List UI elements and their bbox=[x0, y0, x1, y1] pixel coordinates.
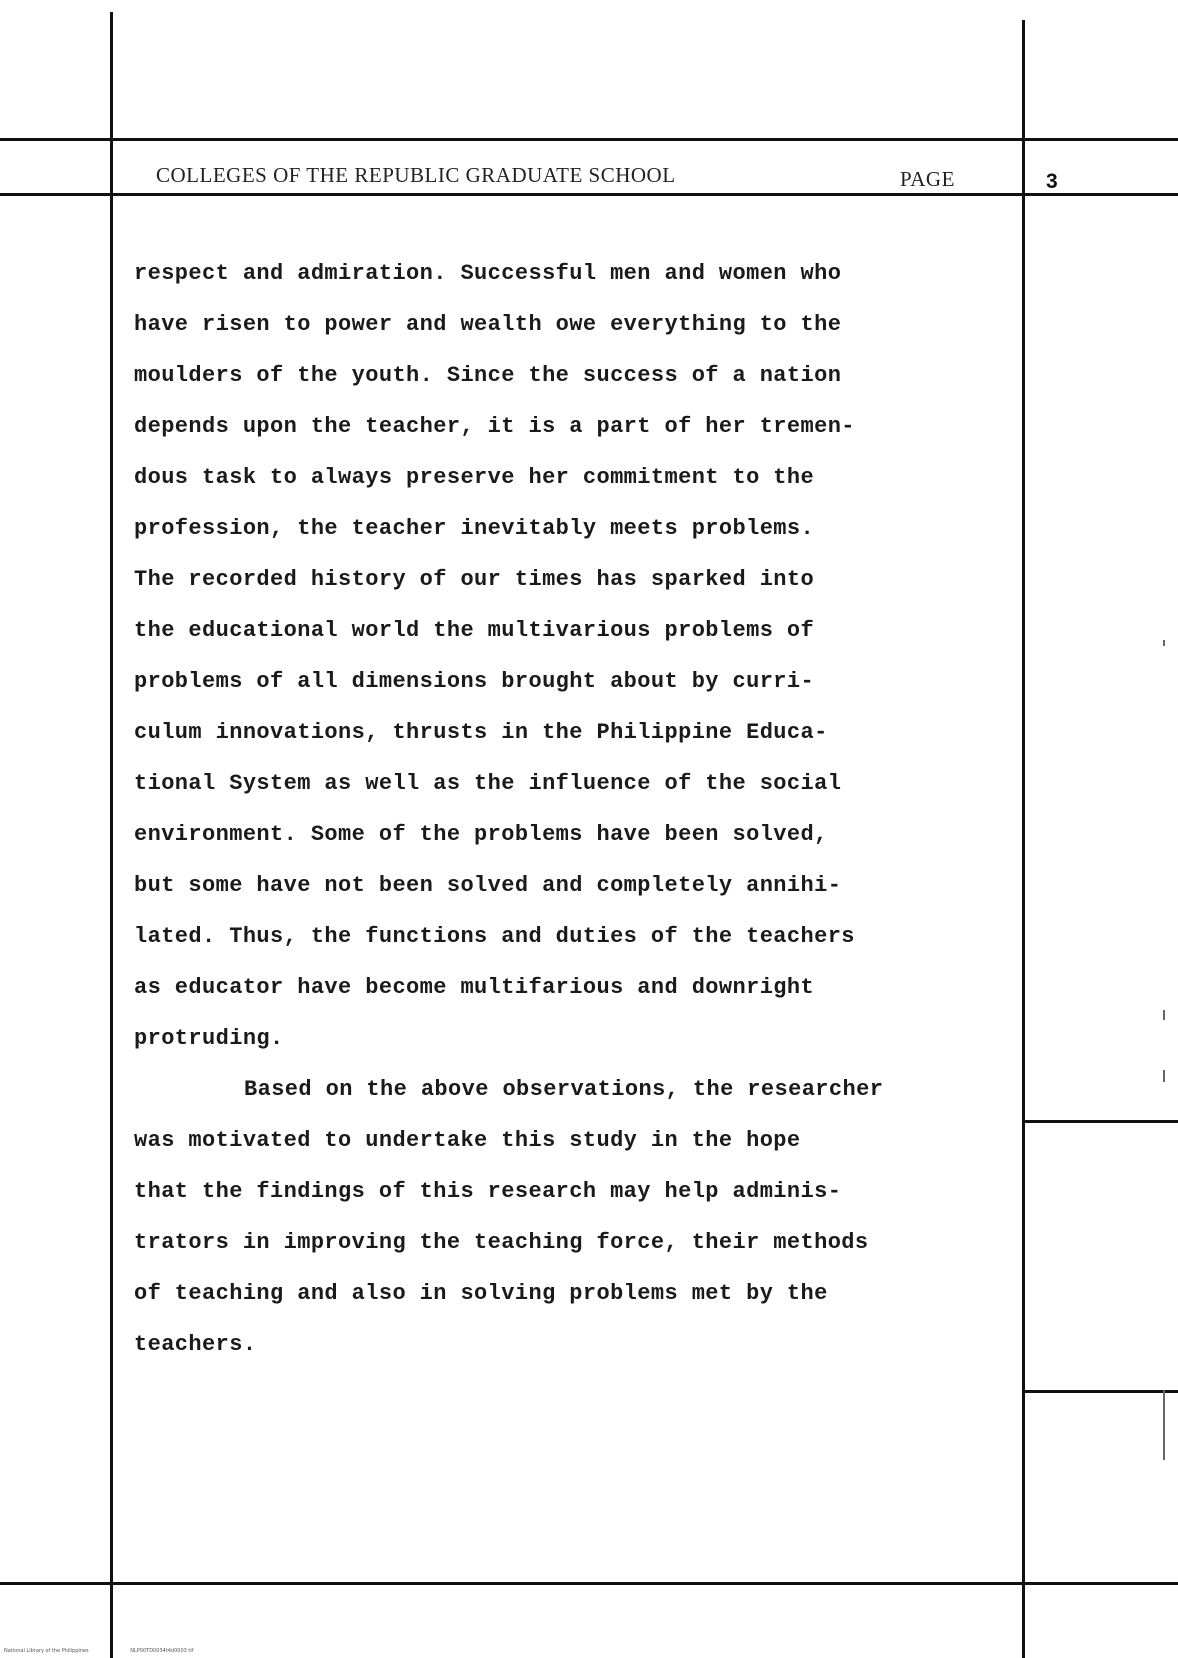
scan-speck bbox=[1163, 1010, 1165, 1020]
footer-file-code: NLP00TD0034t4d0003 tif bbox=[130, 1648, 194, 1654]
text-line: depends upon the teacher, it is a part of her tremen- bbox=[134, 414, 855, 439]
text-line: the educational world the multivarious problems of bbox=[134, 618, 815, 643]
text-line: trators in improving the teaching force, their methods bbox=[134, 1230, 869, 1255]
text-line: teachers. bbox=[134, 1332, 257, 1357]
page-label: PAGE bbox=[900, 167, 955, 191]
text-line: that the findings of this research may help adminis- bbox=[134, 1179, 842, 1204]
footer-library: National Library of the Philippines bbox=[4, 1648, 89, 1654]
text-line: as educator have become multifarious and downright bbox=[134, 975, 815, 1000]
scan-speck bbox=[1163, 640, 1165, 646]
right-margin-rule bbox=[1022, 20, 1025, 1658]
text-line: of teaching and also in solving problems met by the bbox=[134, 1281, 828, 1306]
page-number: 3 bbox=[1046, 170, 1058, 193]
left-margin-rule bbox=[110, 12, 113, 1658]
header-top-rule bbox=[0, 138, 1178, 141]
body-text bbox=[134, 248, 1014, 1370]
text-line: respect and admiration. Successful men and women who bbox=[134, 261, 842, 286]
text-line: but some have not been solved and completely annihi- bbox=[134, 873, 842, 898]
text-line: The recorded history of our times has sparked into bbox=[134, 567, 815, 592]
text-line: dous task to always preserve her commitment to the bbox=[134, 465, 815, 490]
text-line: protruding. bbox=[134, 1026, 284, 1051]
footer-rule bbox=[0, 1582, 1178, 1585]
text-line: culum innovations, thrusts in the Philippine Educa- bbox=[134, 720, 828, 745]
margin-mark-lower bbox=[1022, 1390, 1178, 1393]
text-line: tional System as well as the influence of the social bbox=[134, 771, 842, 796]
text-line: lated. Thus, the functions and duties of the teachers bbox=[134, 924, 855, 949]
text-line: was motivated to undertake this study in the hope bbox=[134, 1128, 801, 1153]
text-line: moulders of the youth. Since the success of a nation bbox=[134, 363, 842, 388]
page-box-divider bbox=[1022, 158, 1025, 198]
scan-speck bbox=[1163, 1390, 1165, 1460]
paragraph-start-line: Based on the above observations, the researcher bbox=[244, 1077, 884, 1102]
text-line: profession, the teacher inevitably meets problems. bbox=[134, 516, 815, 541]
margin-mark-upper bbox=[1022, 1120, 1178, 1123]
text-line: environment. Some of the problems have been solved, bbox=[134, 822, 828, 847]
scan-speck bbox=[1163, 1070, 1165, 1082]
scan-footer bbox=[4, 1648, 234, 1654]
header-bottom-rule bbox=[0, 193, 1178, 196]
text-line: problems of all dimensions brought about by curri- bbox=[134, 669, 815, 694]
page-header-title: COLLEGES OF THE REPUBLIC GRADUATE SCHOOL bbox=[156, 163, 676, 187]
text-line: have risen to power and wealth owe everything to the bbox=[134, 312, 842, 337]
